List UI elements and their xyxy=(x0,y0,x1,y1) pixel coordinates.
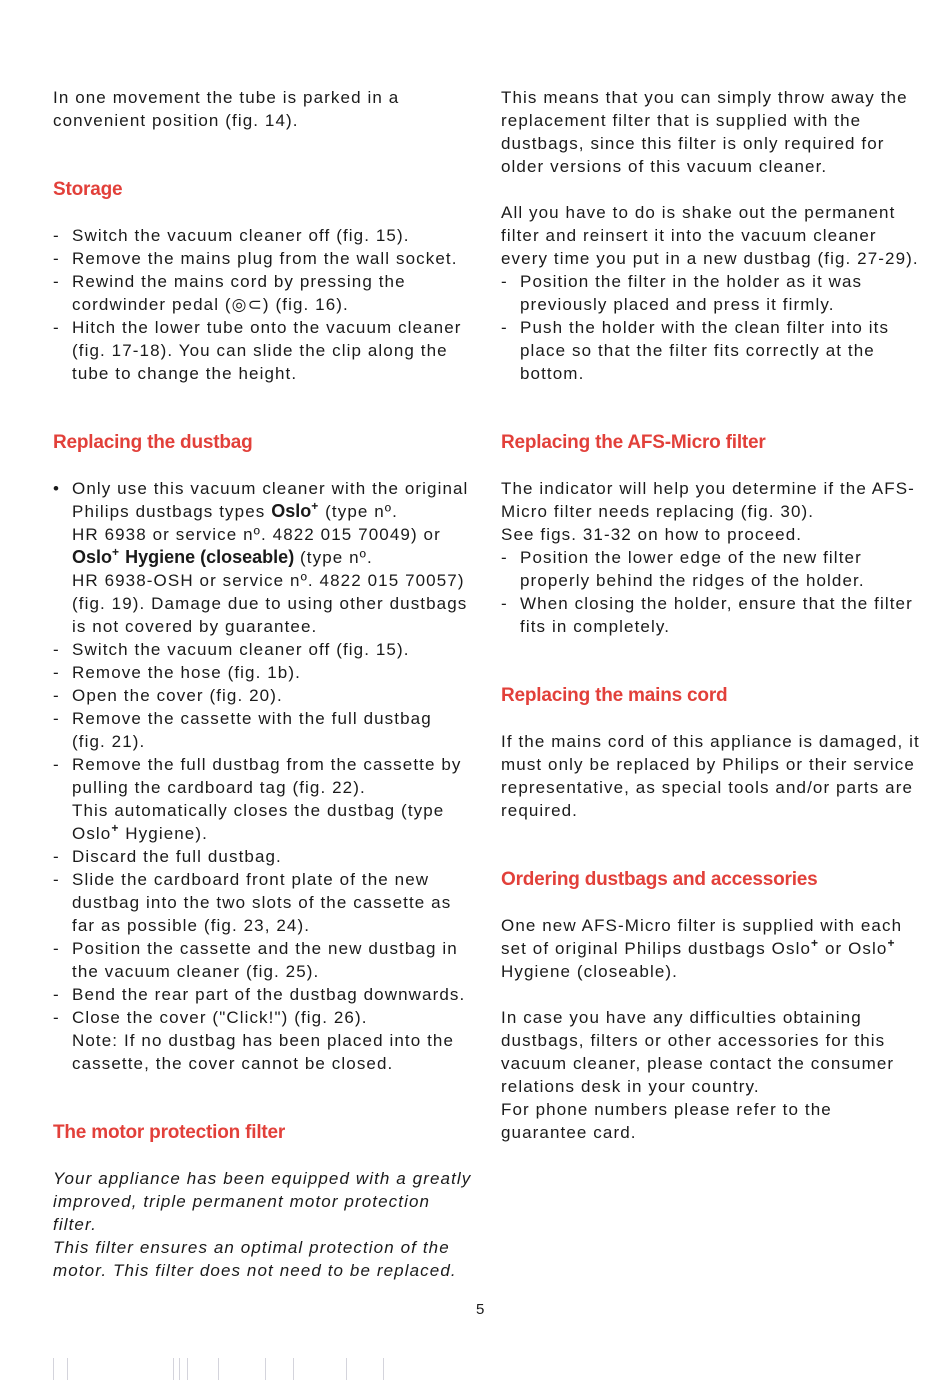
list-item: - Push the holder with the clean filter into its place so that the filter fits correctly at the bottom. xyxy=(501,318,890,383)
page-number: 5 xyxy=(476,1301,485,1318)
mains-cord-heading: Replacing the mains cord xyxy=(501,685,728,706)
ordering-paragraph: One new AFS-Micro filter is supplied with each set of original Philips dustbags Oslo+ or Oslo+ Hygiene (closeable). xyxy=(501,916,903,981)
list-item: - Remove the cassette with the full dustbag (fig. 21). xyxy=(53,709,432,751)
list-item: - Slide the cardboard front plate of the new dustbag into the two slots of the cassette as far as possible (fig. 23, 24). xyxy=(53,870,452,935)
storage-list xyxy=(53,224,473,385)
list-item: - Rewind the mains cord by pressing the cordwinder pedal (◎⊂) (fig. 16). xyxy=(53,272,406,314)
afs-list xyxy=(501,546,921,638)
ordering-heading: Ordering dustbags and accessories xyxy=(501,869,818,890)
list-item: - Position the filter in the holder as it was previously placed and press it firmly. xyxy=(501,272,863,314)
list-item: - Discard the full dustbag. xyxy=(53,847,282,866)
list-item: - Remove the full dustbag from the cassette by pulling the cardboard tag (fig. 22). This automatically closes the dustbag (type Oslo+ Hygiene). xyxy=(53,755,462,843)
list-item: - Close the cover ("Click!") (fig. 26). Note: If no dustbag has been placed into the cassette, the cover cannot be closed. xyxy=(53,1008,455,1073)
left-column xyxy=(53,86,473,1282)
right-column xyxy=(501,86,921,1144)
dustbag-heading: Replacing the dustbag xyxy=(53,432,253,453)
dustbag-list xyxy=(53,477,473,1075)
list-item: • Only use this vacuum cleaner with the original Philips dustbags types Oslo+ (type nº. HR 6938 or service nº. 4822 015 70049) or Oslo+ Hygiene (closeable) (type nº. HR 6938-OSH or service nº. 4822 015 70057) (fig. 19). Damage due to using other dustbags is not covered by guarantee. xyxy=(53,479,469,636)
list-item: - Bend the rear part of the dustbag downwards. xyxy=(53,985,466,1004)
list-item: - Remove the hose (fig. 1b). xyxy=(53,663,301,682)
contact-paragraph: In case you have any difficulties obtaining dustbags, filters or other accessories for this vacuum cleaner, please contact the consumer relations desk in your country. For phone numbers please refer to the guarantee card. xyxy=(501,1008,895,1142)
list-item: - Hitch the lower tube onto the vacuum cleaner (fig. 17-18). You can slide the clip along the tube to change the height. xyxy=(53,318,462,383)
replacement-filter-paragraph: This means that you can simply throw away the replacement filter that is supplied with the dustbags, since this filter is only required for older versions of this vacuum cleaner. xyxy=(501,88,908,176)
motor-filter-paragraph: Your appliance has been equipped with a greatly improved, triple permanent motor protection filter. This filter ensures an optimal protection of the motor. This filter does not need to be replaced. xyxy=(53,1169,472,1280)
list-item: - Open the cover (fig. 20). xyxy=(53,686,283,705)
afs-heading: Replacing the AFS-Micro filter xyxy=(501,432,766,453)
brand-name: Oslo xyxy=(271,501,312,521)
list-item: - When closing the holder, ensure that the filter fits in completely. xyxy=(501,594,913,636)
list-item: - Position the cassette and the new dustbag in the vacuum cleaner (fig. 25). xyxy=(53,939,458,981)
list-item: - Remove the mains plug from the wall socket. xyxy=(53,249,458,268)
afs-paragraph: The indicator will help you determine if the AFS- Micro filter needs replacing (fig. 30). See figs. 31-32 on how to proceed. xyxy=(501,479,915,544)
list-item: - Position the lower edge of the new filter properly behind the ridges of the holder. xyxy=(501,548,865,590)
motor-filter-heading: The motor protection filter xyxy=(53,1122,286,1143)
list-item: - Switch the vacuum cleaner off (fig. 15). xyxy=(53,226,410,245)
permanent-filter-paragraph: All you have to do is shake out the permanent filter and reinsert it into the vacuum cleaner every time you put in a new dustbag (fig. 27-29). xyxy=(501,203,919,268)
mains-cord-paragraph: If the mains cord of this appliance is damaged, it must only be replaced by Philips or their service representative, as special tools and/or parts are required. xyxy=(501,732,920,820)
brand-name: Oslo xyxy=(72,547,113,567)
scan-marks xyxy=(53,1358,393,1380)
storage-heading: Storage xyxy=(53,179,123,200)
list-item: - Switch the vacuum cleaner off (fig. 15). xyxy=(53,640,410,659)
filter-steps-list xyxy=(501,270,921,385)
intro-paragraph: In one movement the tube is parked in a convenient position (fig. 14). xyxy=(53,88,400,130)
